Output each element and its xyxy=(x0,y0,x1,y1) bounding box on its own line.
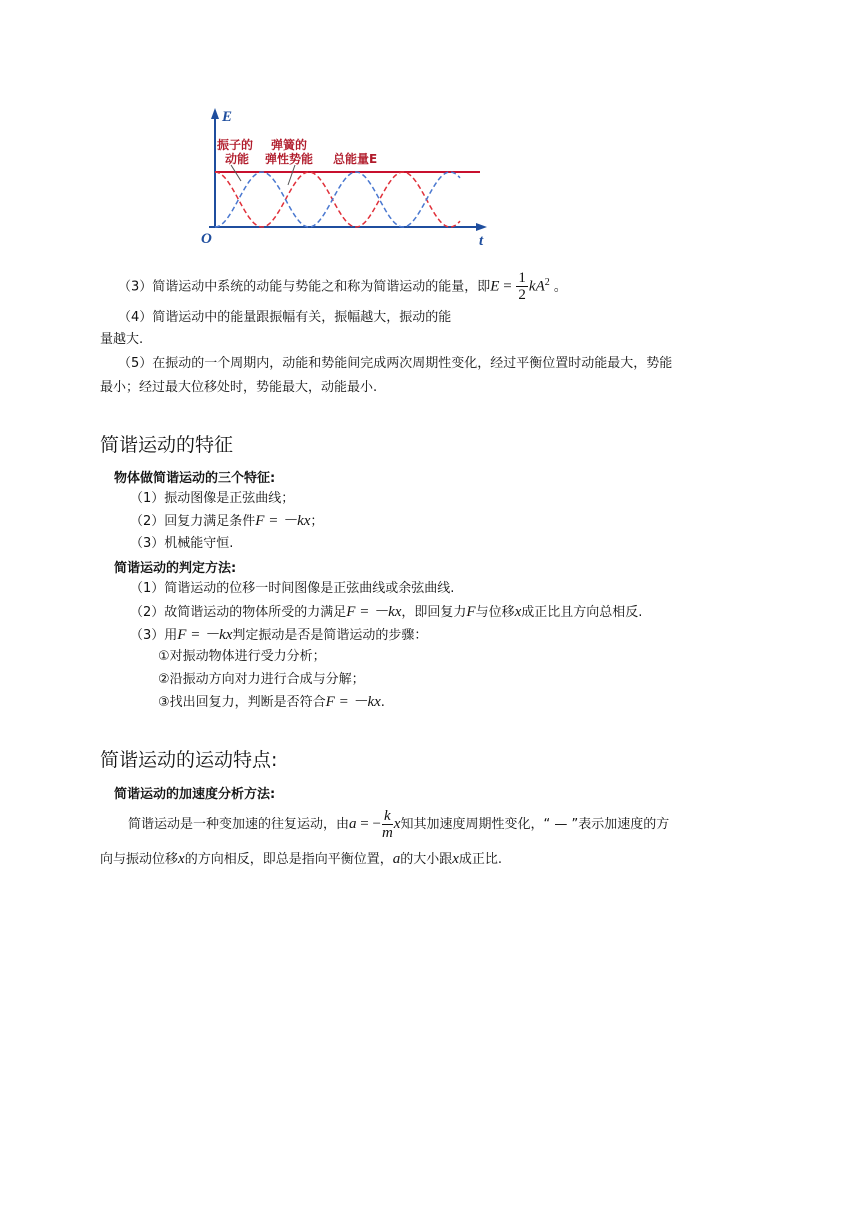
k-over-m-fraction: $\frac{k}{m}$ xyxy=(381,808,393,841)
section-title-motion: 简谐运动的运动特点: xyxy=(100,749,278,771)
motion-line-2: 向与振动位移x的方向相反，即总是指向平衡位置，a的大小跟x成正比. xyxy=(100,851,503,867)
energy-point-3: （3）简谐运动中系统的动能与势能之和称为简谐运动的能量，即E = $\frac{1}{2}$ $kA^2$ 。 xyxy=(118,270,567,304)
y-axis-label: E xyxy=(222,109,233,125)
potential-energy-curve xyxy=(215,172,460,227)
judge-method-heading: 简谐运动的判定方法: xyxy=(114,561,237,576)
accel-method-heading: 简谐运动的加速度分析方法: xyxy=(114,787,276,802)
energy-point-5-line1: （5）在振动的一个周期内，动能和势能间完成两次周期性变化，经过平衡位置时动能最大，势能 xyxy=(118,356,673,371)
judge-2: （2）故简谐运动的物体所受的力满足F = －kx，即回复力F与位移x成正比且方向总相反. xyxy=(130,604,643,620)
judge-step-1: ①对振动物体进行受力分析； xyxy=(158,649,326,664)
kinetic-label-line1: 振子的 xyxy=(217,138,254,152)
kinetic-label-line2: 动能 xyxy=(225,152,250,166)
x-axis-arrow xyxy=(476,223,487,231)
judge-step-2: ②沿振动方向对力进行合成与分解； xyxy=(158,672,365,687)
x-axis-label: t xyxy=(479,233,484,249)
feature-1: （1）振动图像是正弦曲线； xyxy=(130,491,295,506)
motion-line-1: 简谐运动是一种变加速的往复运动，由a = − $\frac{k}{m}$ x知其加速度周期性变化，“ — ”表示加速度的方 xyxy=(128,808,670,841)
section-title-features: 简谐运动的特征 xyxy=(100,434,234,456)
judge-3: （3）用F = －kx判定振动是否是简谐运动的步骤： xyxy=(130,627,428,643)
total-energy-label: 总能量E xyxy=(333,152,378,166)
potential-label-line2: 弹性势能 xyxy=(265,152,314,166)
judge-1: （1）简谐运动的位移一时间图像是正弦曲线或余弦曲线. xyxy=(130,581,455,596)
three-features-heading: 物体做简谐运动的三个特征: xyxy=(114,471,276,486)
judge-step-3: ③找出回复力，判断是否符合F = －kx. xyxy=(158,694,385,710)
potential-label-line1: 弹簧的 xyxy=(271,138,308,152)
half-fraction: $\frac{1}{2}$ xyxy=(518,270,526,304)
energy-point-5-line2: 最小；经过最大位移处时，势能最大，动能最小. xyxy=(100,380,378,395)
energy-point-4-line1: （4）简谐运动中的能量跟振幅有关，振幅越大，振动的能 xyxy=(118,310,452,325)
energy-time-graph xyxy=(195,105,495,255)
energy-point-4-line2: 量越大. xyxy=(100,332,144,347)
origin-label: O xyxy=(201,231,212,247)
y-axis-arrow xyxy=(211,108,219,119)
feature-2: （2）回复力满足条件F = －kx； xyxy=(130,513,324,529)
feature-3: （3）机械能守恒. xyxy=(130,536,234,551)
potential-leader-line xyxy=(288,165,295,185)
kinetic-energy-curve xyxy=(215,172,460,227)
